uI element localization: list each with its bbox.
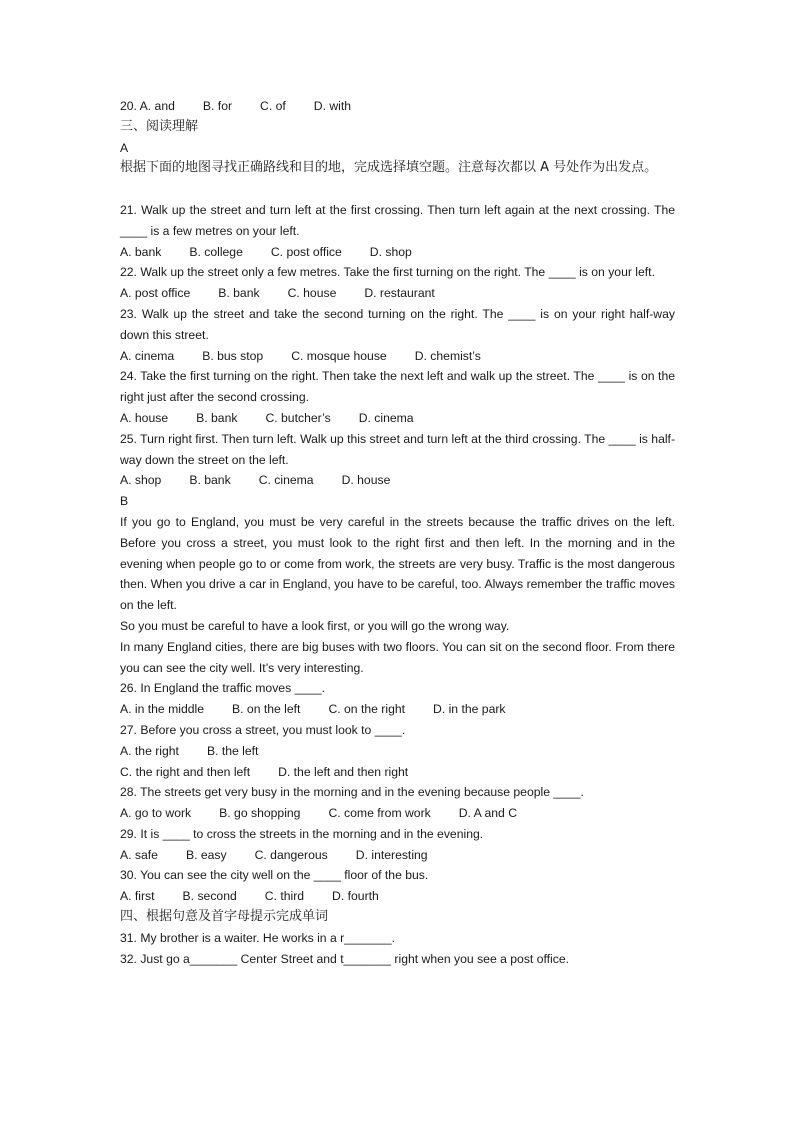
option: C. mosque house: [291, 348, 387, 363]
option: B. bus stop: [202, 348, 264, 363]
option: C. dangerous: [254, 847, 328, 862]
option: C. come from work: [328, 806, 431, 821]
option: B. bank: [196, 410, 238, 425]
question-26-options: [120, 699, 675, 720]
question-30-options: [120, 886, 675, 907]
option: C. third: [264, 889, 305, 904]
option: D. shop: [369, 244, 412, 259]
question-28-options: [120, 803, 675, 824]
option: B. for: [202, 99, 233, 113]
option: C. post office: [270, 244, 342, 259]
option: B. easy: [185, 847, 227, 862]
question-23: 23. Walk up the street and take the second turning on the right. The ____ is on your right half-way down this street.: [120, 306, 675, 342]
question-28: 28. The streets get very busy in the morning and in the evening because people ____.: [120, 785, 584, 800]
passage-paragraph: So you must be careful to have a look first, or you will go the wrong way.: [120, 618, 510, 633]
part-a-label: A: [120, 140, 129, 155]
option: C. cinema: [258, 473, 314, 488]
question-27: 27. Before you cross a street, you must look to ____.: [120, 722, 406, 737]
question-29: 29. It is ____ to cross the streets in the morning and in the evening.: [120, 826, 484, 841]
question-31: 31. My brother is a waiter. He works in a r_______.: [120, 930, 396, 945]
question-20-text: 20. A. and: [120, 99, 175, 113]
question-21: 21. Walk up the street and turn left at the first crossing. Then turn left again at the next crossing. The ____ is a few metres on your left.: [120, 202, 675, 238]
option: D. chemist’s: [414, 348, 481, 363]
option: C. on the right: [328, 702, 406, 717]
option: D. A and C: [458, 806, 517, 821]
question-27-options-row-1: [120, 741, 675, 762]
option: D. in the park: [433, 702, 506, 717]
question-25-options: [120, 470, 675, 491]
question-29-options: [120, 845, 675, 866]
option: A. post office: [120, 286, 191, 301]
part-b-label: B: [120, 494, 129, 509]
option: A. in the middle: [120, 702, 205, 717]
section-4-title: 四、根据句意及首字母提示完成单词: [120, 909, 329, 925]
option: B. bank: [218, 286, 260, 301]
question-30: 30. You can see the city well on the ____ floor of the bus.: [120, 868, 429, 883]
option: D. interesting: [355, 847, 428, 862]
option: C. the right and then left: [120, 764, 251, 779]
option: D. house: [341, 473, 391, 488]
question-20-options: [120, 96, 675, 117]
option: C. of: [260, 99, 286, 113]
question-24: 24. Take the first turning on the right. Then take the next left and walk up the street. The ____ is on the right just after the second crossing.: [120, 369, 675, 405]
passage-paragraph: In many England cities, there are big buses with two floors. You can sit on the second floor. From there you can see the city well. It’s very interesting.: [120, 639, 675, 675]
question-25: 25. Turn right first. Then turn left. Walk up this street and turn left at the third crossing. The ____ is half-way down the street on the left.: [120, 431, 675, 467]
question-26: 26. In England the traffic moves ____.: [120, 681, 326, 696]
worksheet-page: [120, 96, 675, 969]
option: A. house: [120, 410, 169, 425]
part-a-instruction: 根据下面的地图寻找正确路线和目的地，完成选择填空题。注意每次都以 A 号处作为出发点。: [120, 160, 658, 176]
option: A. bank: [120, 244, 162, 259]
blank-line: [120, 179, 675, 200]
question-24-options: [120, 408, 675, 429]
option: D. cinema: [358, 410, 414, 425]
option: C. butcher’s: [265, 410, 331, 425]
question-27-options-row-2: [120, 762, 675, 783]
option: B. on the left: [232, 702, 301, 717]
option: A. go to work: [120, 806, 192, 821]
question-32: 32. Just go a_______ Center Street and t_______ right when you see a post office.: [120, 951, 569, 966]
option: C. house: [287, 286, 337, 301]
option: B. bank: [189, 473, 231, 488]
option: D. with: [313, 99, 352, 113]
option: A. cinema: [120, 348, 175, 363]
passage-paragraph: If you go to England, you must be very careful in the streets because the traffic drives on the left. Before you cross a street, you must look to the right first and then left. In the morning and in the evening when people go to or come from work, the streets are very busy. Traffic is the most dangerous then. When you drive a car in England, you have to be careful, too. Always remember the traffic moves on the left.: [120, 514, 675, 613]
section-3-title: 三、阅读理解: [120, 118, 199, 134]
option: D. fourth: [332, 889, 379, 904]
option: B. college: [189, 244, 243, 259]
option: B. the left: [206, 743, 259, 758]
option: D. restaurant: [364, 286, 435, 301]
question-23-options: [120, 346, 675, 367]
option: A. first: [120, 889, 155, 904]
option: A. the right: [120, 743, 179, 758]
question-22-options: [120, 283, 675, 304]
option: A. shop: [120, 473, 162, 488]
option: D. the left and then right: [278, 764, 409, 779]
question-21-options: [120, 242, 675, 263]
question-22: 22. Walk up the street only a few metres. Take the first turning on the right. The ____ is on your left.: [120, 265, 655, 280]
option: B. second: [182, 889, 237, 904]
option: A. safe: [120, 847, 158, 862]
option: B. go shopping: [219, 806, 301, 821]
